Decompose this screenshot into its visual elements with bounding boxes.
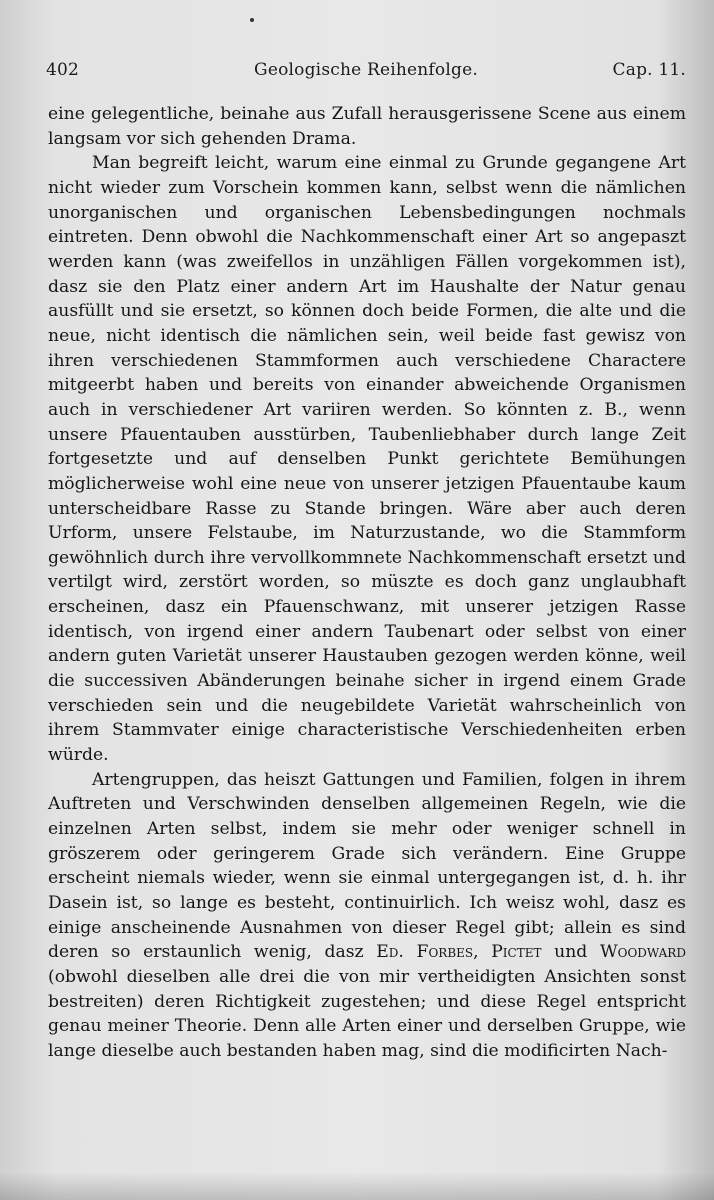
running-head xyxy=(46,60,686,88)
paragraph-3 xyxy=(48,768,686,1064)
paragraph-1: eine gelegentliche, beinahe aus Zufall herausgerissene Scene aus einem langsam vor sich gehenden Drama. xyxy=(48,104,686,149)
page-number: 402 xyxy=(46,60,80,80)
author-name-forbes: Ed. Forbes xyxy=(376,942,474,963)
running-title: Geologische Reihenfolge. xyxy=(254,60,478,80)
paragraph-2: Man begreift leicht, warum eine einmal zu Grunde gegangene Art nicht wieder zum Vorschein kommen kann, selbst wenn die nämlichen unorganischen und organischen Lebensbedingungen nochmals eintreten. Denn obwohl die Nachkommenschaft einer Art so angepaszt werden kann (was zweifellos in unzähligen Fällen vorgekommen ist), dasz sie den Platz einer andern Art im Haushalte der Natur genau ausfüllt und sie ersetzt, so können doch beide Formen, die alte und die neue, nicht identisch die nämlichen sein, weil beide fast gewisz von ihren verschiedenen Stammformen auch verschiedene Charactere mitgeerbt haben und bereits von einander abweichende Organismen auch in verschiedener Art variiren werden. So könnten z. B., wenn unsere Pfauentauben ausstürben, Taubenliebhaber durch lange Zeit fortgesetzte und auf denselben Punkt gerichtete Bemühungen möglicherweise wohl eine neue von unserer jetzigen Pfauentaube kaum unterscheidbare Rasse zu Stande bringen. Wäre aber auch deren Urform, unsere Felstaube, im Naturzustande, wo die Stammform gewöhnlich durch ihre vervollkommnete Nachkommenschaft ersetzt und vertilgt wird, zerstört worden, so müszte es doch ganz unglaubhaft erscheinen, dasz ein Pfauenschwanz, mit unserer jetzigen Rasse identisch, von irgend einer andern Taubenart oder selbst von einer andern guten Varietät unserer Haustauben gezogen werden könne, weil die successiven Abänderungen beinahe sicher in irgend einem Grade verschieden sein und die neugebildete Varietät wahrscheinlich von ihrem Stammvater einige characteristische Verschiedenheiten erben würde. xyxy=(48,153,686,766)
body-text xyxy=(48,102,686,1064)
separator-comma: , xyxy=(473,942,492,963)
author-name-pictet: Pictet xyxy=(491,942,542,963)
chapter-label: Cap. 11. xyxy=(612,60,686,80)
author-name-woodward: Woodward xyxy=(599,942,686,963)
paragraph-3-text-after: (obwohl dieselben alle drei die von mir vertheidigten Ansichten sonst bestreiten) deren Richtigkeit zugestehen; und diese Regel entspricht genau meiner Theorie. Denn alle Arten einer und derselben Gruppe, wie lange dieselbe auch bestanden haben mag, sind die modificirten Nach- xyxy=(48,966,686,1061)
separator-und: und xyxy=(541,942,600,963)
ink-speck xyxy=(250,18,254,22)
paragraph-3-text-before: Artengruppen, das heiszt Gattungen und Familien, folgen in ihrem Auftreten und Verschwinden denselben allgemeinen Regeln, wie die einzelnen Arten selbst, indem sie mehr oder weniger schnell in gröszerem oder geringerem Grade sich verändern. Eine Gruppe erscheint niemals wieder, wenn sie einmal untergegangen ist, d. h. ihr Dasein ist, so lange es besteht, continuirlich. Ich weisz wohl, dasz es einige anscheinende Ausnahmen von dieser Regel gibt; allein es sind deren so erstaunlich wenig, dasz xyxy=(48,769,686,963)
